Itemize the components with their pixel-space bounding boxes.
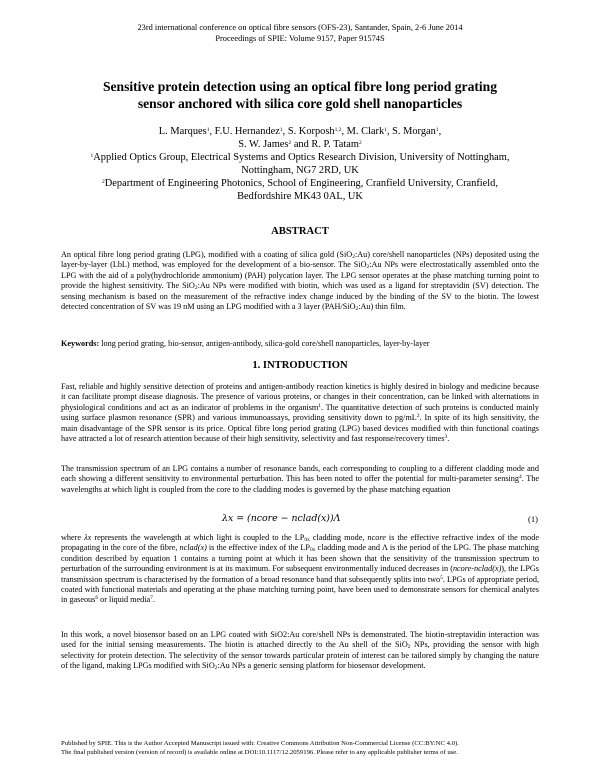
introduction-heading: 1. INTRODUCTION (252, 360, 348, 371)
affiliation-mark: 1,2 (334, 127, 342, 133)
affiliation-text: Department of Engineering Photonics, School of Engineering, Cranfield University, Cranfield, (104, 178, 498, 189)
abstract-text: An optical fibre long period grating (LPG), modified with a coating of silica gold (SiO$_2$:Au) core/shell nanoparticles (NPs) deposited using the layer-by-layer (LbL) method, was employed for the development of a bio-sensor. The SiO$_2$:Au NPs were electrostatically assembled onto the LPG with the aid of a poly(hydrochloride ammonium) (PAH) polycation layer. The LPG sensor operates at the phase matching turning point to provide the highest sensitivity. The SiO$_2$:Au NPs were modified with biotin, which was used as a ligand for streptavidin (SV) detection. The sensing mechanism is based on the measurement of the refractive index change induced by the binding of the SV to the biotin. The lowest detected concentration of SV was 19 nM using an LPG modified with a 3 layer (PAH/SiO$_2$:Au) thin film. (61, 250, 540, 313)
title-line-2: sensor anchored with silica core gold shell nanoparticles (137, 96, 463, 111)
intro-paragraph-3: where λx represents the wavelength at which light is coupled to the $LP_{0x}$ cladding mode, ncore is the effective refractive index of the mode propagating in the core of the fibre, nclad(x) is the effective index of the $LP_{0x}$ cladding mode and Λ is the period of the LPG. The phase matching condition described by equation 1 contains a turning point at which it has been shown that the sensitivity of the transmission spectrum to perturbation of the surrounding environment is at its maximum. For subsequent environmentally induced decreases in (ncore-nclad(x)), the LPGs transmission spectrum is characterised by the formation of a broad resonance band that subsequently splits into two$^5$. LPGs of appropriate period, coated with functional materials and operating at the phase matching turning point, have been used to demonstrate sensors for chemical analytes in gaseous$^6$ or liquid media$^7$. (61, 533, 539, 605)
intro-paragraph-1: Fast, reliable and highly sensitive detection of proteins and antigen-antibody reaction kinetics is highly desired in biology and medicine because it can facilitate prompt disease diagnosis. The presence of various proteins, or changes in their concentration, can be linked with alternations in physiological conditions and act as an indicator of problems in the organism$^1$. The quantitative detection of such proteins is conducted mainly using surface plasmon resonance (SPR) and various immunoassays, providing sensitivity down to $pg/mL^2$. In spite of its high sensitivity, the main disadvantage of the SPR sensor is its price. Optical fibre long period grating (LPG) based devices modified with thin functional coatings have attracted a lot of research attention because of their high sensitivity, selectivity and fast response/recovery times$^3$. (61, 382, 540, 444)
proceedings-header: Proceedings of SPIE: Volume 9157, Paper 91574S (215, 34, 385, 43)
affiliation-mark: 1 (279, 127, 283, 133)
author-name: and R. P. Tatam (291, 139, 359, 150)
keywords-text: long period grating, bio-sensor, antigen-antibody, silica-gold core/shell nanoparticles, layer-by-layer (99, 339, 430, 348)
affiliation-text: Applied Optics Group, Electrical Systems and Optics Research Division, University of Nottingham, (93, 152, 510, 163)
intro-paragraph-2: The transmission spectrum of an LPG contains a number of resonance bands, each corresponding to coupling to a different cladding mode and each showing a different sensitivity to environmental perturbation. This has been noted to offer the potential for multi-parameter sensing$^4$. The wavelengths at which light is coupled from the core to the cladding modes is governed by the phase matching equation (61, 464, 539, 494)
author-name: , S. Morgan (386, 126, 436, 137)
keywords-label: Keywords: (61, 339, 100, 348)
paper-title (40, 78, 560, 112)
equation-body: λx = (ncore − nclad(x))Λ (222, 513, 341, 524)
affiliation-1 (30, 151, 570, 164)
license-footer-line-2: The final published version (version of record) is available online at DOI:10.1117/12.2059196. Please refer to any applicable publisher terms of use. (61, 749, 458, 756)
abstract-heading: ABSTRACT (271, 226, 329, 237)
affiliation-1-cont: Nottingham, NG7 2RD, UK (241, 165, 359, 176)
affiliation-mark: 2 (359, 140, 362, 146)
keywords (61, 339, 539, 349)
affiliation-2 (30, 177, 570, 190)
author-name: , S. Korposh (282, 126, 335, 137)
author-name: , F.U. Hernandez (209, 126, 280, 137)
affiliation-mark: 2 (288, 140, 292, 146)
title-line-1: Sensitive protein detection using an optical fibre long period grating (102, 79, 498, 94)
affiliation-mark: 1 (206, 127, 210, 133)
author-separator: , (438, 126, 442, 137)
affiliation-mark: 1 (90, 153, 94, 159)
affiliation-mark: 1 (384, 127, 387, 133)
conference-header: 23rd international conference on optical fibre sensors (OFS-23), Santander, Spain, 2-6 June 2014 (137, 23, 463, 32)
equation-number: (1) (528, 514, 539, 524)
author-name: L. Marques (158, 126, 207, 137)
affiliation-2-cont: Bedfordshire MK43 0AL, UK (237, 191, 363, 202)
author-name: , M. Clark (341, 126, 385, 137)
author-list-line-1 (30, 125, 570, 138)
license-footer-line-1: Published by SPIE. This is the Author Accepted Manuscript issued with: Creative Commons Attribution Non-Commercial License (CC:BY:NC 4.0). (61, 740, 459, 747)
author-list-line-2 (30, 138, 570, 151)
intro-paragraph-4: In this work, a novel biosensor based on an LPG coated with SiO2:Au core/shell NPs is demonstrated. The biotin-streptavidin interaction was used for the initial sensing measurements. The biotin is attached directly to the Au shell of the SiO$_2$ NPs, providing the sensor with high selectivity for protein detection. The selectivity of the sensor towards particular protein of interest can be tailored simply by changing the nature of the ligand, making LPGs modified with SiO$_2$:Au NPs a generic sensing platform for biosensor development. (61, 630, 539, 672)
author-name: S. W. James (238, 139, 289, 150)
phase-matching-equation (0, 513, 600, 527)
affiliation-mark: 2 (102, 179, 105, 185)
affiliation-mark: 1 (435, 127, 439, 133)
